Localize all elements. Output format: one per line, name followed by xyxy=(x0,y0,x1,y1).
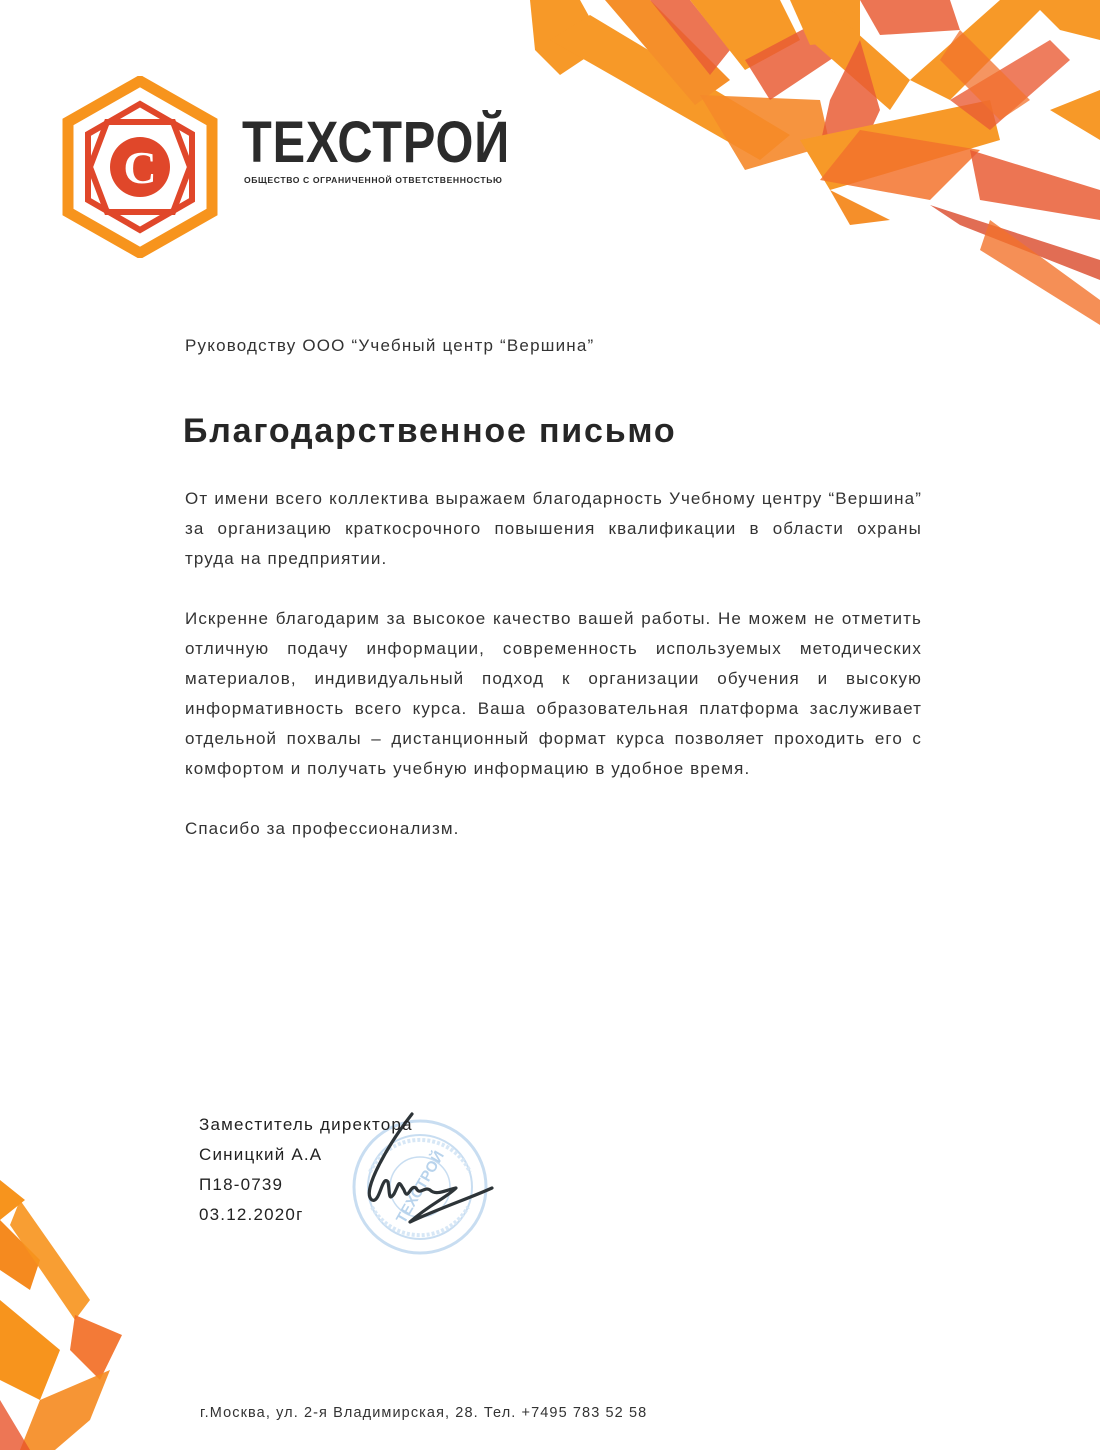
letter-body xyxy=(185,484,922,874)
logo-letter: C xyxy=(123,142,157,193)
company-logo-icon xyxy=(60,76,220,258)
document-date: 03.12.2020г xyxy=(199,1205,304,1224)
signer-position: Заместитель директора xyxy=(199,1115,413,1134)
signer-name: Синицкий А.А xyxy=(199,1145,323,1164)
document-number: П18-0739 xyxy=(199,1175,284,1194)
signature-block xyxy=(199,1110,413,1230)
company-subtitle: ОБЩЕСТВО С ОГРАНИЧЕННОЙ ОТВЕТСТВЕННОСТЬЮ xyxy=(244,175,503,185)
paragraph-3: Спасибо за профессионализм. xyxy=(185,819,460,838)
footer-address: г.Москва, ул. 2-я Владимирская, 28. Тел. +7495 783 52 58 xyxy=(200,1405,648,1421)
letter-title: Благодарственное письмо xyxy=(183,412,677,450)
letter-addressee: Руководству ООО “Учебный центр “Вершина” xyxy=(185,336,595,355)
paragraph-1: От имени всего коллектива выражаем благодарность Учебному центру “Вершина” за организацию краткосрочного повышения квалификации в области охраны труда на предприятии. xyxy=(185,489,922,568)
decorative-pattern-top xyxy=(530,0,1100,330)
company-name: ТЕХСТРОЙ xyxy=(242,110,511,175)
decorative-pattern-bottom xyxy=(0,1180,130,1450)
stamp-text: ТЕХСТРОЙ xyxy=(392,1148,448,1227)
paragraph-2: Искренне благодарим за высокое качество вашей работы. Не можем не отметить отличную подачу информации, современность используемых методических материалов, индивидуальный подход к организации обучения и высокую информативность всего курса. Ваша образовательная платформа заслуживает отдельной похвалы – дистанционный формат курса позволяет проходить его с комфортом и получать учебную информацию в удобное время. xyxy=(185,609,922,778)
